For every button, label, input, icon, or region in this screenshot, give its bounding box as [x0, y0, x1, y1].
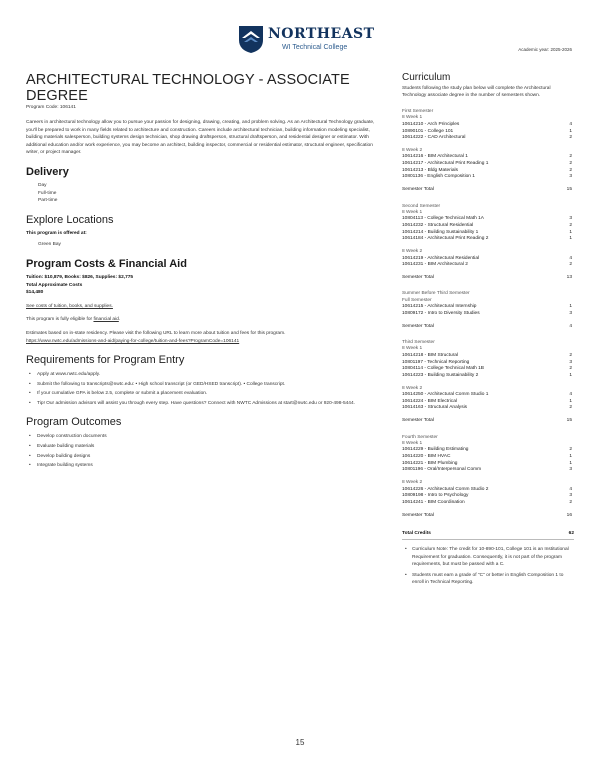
semester-total-row — [402, 418, 574, 424]
program-code: Program Code: 106141 — [26, 105, 76, 110]
course-row — [402, 174, 574, 181]
course-name: 10614223 - Building Sustainability 2 — [402, 372, 479, 378]
logo-subtitle: WI Technical College — [282, 44, 348, 51]
program-details-column — [26, 70, 386, 472]
locations-offered-label: This program is offered at: — [26, 230, 87, 236]
course-name: 10614219 - Architectural Residential — [402, 255, 480, 261]
course-name: 10614241 - BIM Coordination — [402, 500, 465, 505]
course-row — [402, 236, 574, 243]
course-name: 10614231 - BIM Architectural 2 — [402, 262, 468, 268]
page-number: 15 — [295, 738, 305, 747]
course-name: 10614222 - CAD Architectural — [402, 135, 466, 141]
course-name: 10614229 - Building Estimating — [402, 447, 469, 453]
course-name: 10809198 - Intro to Psychology — [402, 493, 469, 499]
course-name: 10614221 - BIM Plumbing — [402, 460, 458, 466]
week-label: 8 Week 1 — [402, 115, 423, 121]
requirement-item: • Apply at www.nwtc.edu/apply. — [26, 371, 386, 379]
course-credits: 3 — [569, 359, 572, 365]
semester-total-value: 15 — [566, 418, 572, 424]
course-credits: 4 — [569, 121, 572, 127]
course-credits: 4 — [569, 255, 572, 261]
semester-block — [402, 109, 574, 194]
course-credits: 1 — [569, 128, 572, 134]
course-row — [402, 122, 574, 129]
semester-block — [402, 291, 574, 330]
delivery-item: Full-time — [38, 190, 57, 196]
week-label: 8 Week 1 — [402, 346, 423, 352]
course-credits: 2 — [569, 154, 572, 160]
semester-block — [402, 204, 574, 282]
course-credits: 1 — [569, 454, 572, 460]
requirement-item: • If your cumulative GPA is below 2.5, complete or submit a placement evaluation. — [26, 390, 386, 398]
total-credits-row — [402, 531, 574, 540]
course-credits: 2 — [569, 262, 572, 268]
week-label: 8 Week 1 — [402, 440, 423, 446]
course-credits: 3 — [569, 467, 572, 473]
course-credits: 2 — [569, 405, 572, 411]
total-costs-value: $14,480 — [26, 290, 44, 296]
estimates-note: Estimates based on in-state residency. Please visit the following URL to learn more about tuition and fees for this program. — [26, 330, 286, 336]
course-credits: 4 — [569, 486, 572, 492]
total-costs-label: Total Approximate Costs — [26, 282, 83, 288]
requirement-item: • Submit the following to transcripts@nwtc.edu: • High school transcript (or GED/HSED transcript). • College transcript. — [26, 381, 386, 389]
course-credits: 3 — [569, 310, 572, 316]
outcomes-list — [26, 433, 386, 469]
course-name: 10614213 - Bldg Materials — [402, 167, 458, 173]
course-credits: 2 — [569, 161, 572, 167]
semester-name: Fourth Semester — [402, 434, 438, 440]
semester-block — [402, 340, 574, 425]
financial-aid-line: This program is fully eligible for financial aid. — [26, 317, 121, 323]
semester-total-value: 13 — [566, 274, 572, 280]
semester-total-row — [402, 324, 574, 330]
college-logo — [238, 24, 375, 58]
course-credits: 2 — [569, 167, 572, 173]
outcomes-heading: Program Outcomes — [26, 416, 122, 429]
course-credits: 2 — [569, 366, 572, 372]
course-row — [402, 353, 574, 360]
academic-year: Academic year: 2025-2026 — [518, 47, 572, 52]
financial-aid-link[interactable]: financial aid — [93, 317, 119, 323]
semester-total-label: Semester Total — [402, 274, 434, 280]
outcome-item: • Evaluate building materials — [26, 443, 386, 451]
course-credits: 2 — [569, 223, 572, 229]
course-credits: 3 — [569, 493, 572, 499]
course-credits: 4 — [569, 392, 572, 398]
location-item: Green Bay — [38, 242, 61, 248]
semester-total-row — [402, 275, 574, 281]
course-name: 10804114 - College Technical Math 1B — [402, 366, 484, 372]
semester-total-row — [402, 513, 574, 519]
course-credits: 1 — [569, 236, 572, 242]
course-name: 10801197 - Technical Reporting — [402, 359, 470, 365]
curriculum-intro: Students following the study plan below will complete the Architectural Technology associate degree in the number of semesters shown. — [402, 86, 551, 98]
semester-total-label: Semester Total — [402, 187, 434, 193]
tuition-line: Tuition: $10,879, Books: $826, Supplies: $2,775 — [26, 274, 134, 280]
semester-total-label: Semester Total — [402, 418, 434, 424]
week-label: 8 Week 2 — [402, 147, 423, 153]
outcome-item: • Develop building designs — [26, 453, 386, 461]
requirement-item: • Tip! Our admission advisors will assist you through every step. Have questions? Connect with NWTC Admissions at start@nwtc.edu or 920-498-5444. — [26, 400, 386, 408]
total-credits-label: Total Credits — [402, 531, 431, 537]
course-row — [402, 161, 574, 168]
course-row — [402, 493, 574, 500]
curriculum-heading: Curriculum — [402, 72, 451, 83]
course-name: 10614216 - BIM Architectural 1 — [402, 154, 468, 160]
course-credits: 2 — [569, 352, 572, 358]
delivery-heading: Delivery — [26, 165, 69, 178]
week-label: 8 Week 1 — [402, 209, 423, 215]
course-name: 10804113 - College Technical Math 1A — [402, 216, 484, 222]
outcome-item: • Integrate building systems — [26, 462, 386, 470]
semester-total-label: Semester Total — [402, 512, 434, 518]
course-row — [402, 223, 574, 230]
program-title: ARCHITECTURAL TECHNOLOGY - ASSOCIATE DEGREE — [26, 72, 350, 104]
course-row — [402, 366, 574, 373]
locations-heading: Explore Locations — [26, 213, 114, 226]
course-credits: 2 — [569, 447, 572, 453]
semester-total-value: 4 — [569, 323, 572, 329]
course-name: 10614217 - Architectural Print Reading 1 — [402, 161, 489, 167]
course-credits: 1 — [569, 460, 572, 466]
course-row — [402, 135, 574, 142]
week-label: 8 Week 2 — [402, 480, 423, 486]
course-row — [402, 500, 574, 507]
week-label: 8 Week 2 — [402, 249, 423, 255]
delivery-item: Day — [38, 182, 47, 188]
course-credits: 3 — [569, 216, 572, 222]
page-header — [0, 0, 600, 70]
shield-logo-icon — [238, 24, 264, 54]
course-name: 10614224 - BIM Electrical — [402, 398, 457, 404]
semester-name: Summer Before Third Semester — [402, 291, 470, 297]
course-name: 10614210 - Arch Principles — [402, 121, 460, 127]
costs-heading: Program Costs & Financial Aid — [26, 257, 187, 270]
outcome-item: • Develop construction documents — [26, 433, 386, 441]
course-name: 10890101 - College 101 — [402, 128, 454, 134]
course-row — [402, 467, 574, 474]
semester-name: Second Semester — [402, 203, 441, 209]
course-row — [402, 262, 574, 269]
course-name: 10614232 - Structural Residential — [402, 223, 474, 229]
course-credits: 1 — [569, 304, 572, 310]
week-label: Full Semester — [402, 297, 432, 303]
tuition-url-link[interactable]: https://www.nwtc.edu/admissions-and-aid/paying-for-college/tuition-and-fees?ProgramCode=106141 — [26, 338, 240, 344]
semester-name: Third Semester — [402, 340, 435, 346]
course-credits: 1 — [569, 372, 572, 378]
requirements-list — [26, 371, 386, 407]
curriculum-note: • Curriculum Note: The credit for 10-890-101, College 101 is an Institutional Requirement for graduation. Consequently, it is not part of the program requirements, but must be passed with a C. — [402, 546, 574, 569]
course-name: 10614215 - Architectural Internship — [402, 304, 477, 310]
course-row — [402, 304, 574, 311]
week-label: 8 Week 2 — [402, 385, 423, 391]
course-name: 10614218 - BIM Structural — [402, 352, 458, 358]
logo-title: NORTHEAST — [268, 26, 375, 42]
course-name: 10614220 - BIM HVAC — [402, 454, 451, 460]
semester-total-value: 16 — [566, 512, 572, 518]
course-name: 10614214 - Building Sustainability 1 — [402, 229, 479, 235]
course-row — [402, 311, 574, 318]
course-name: 10801136 - English Composition 1 — [402, 174, 475, 180]
curriculum-column — [402, 70, 574, 590]
course-credits: 2 — [569, 135, 572, 141]
course-name: 10801196 - Oral/Interpersonal Comm — [402, 467, 482, 473]
course-row — [402, 405, 574, 412]
curriculum-note: • Students must earn a grade of "C" or better in English Composition 1 to enroll in Technical Reporting. — [402, 572, 574, 587]
semester-block — [402, 435, 574, 520]
total-credits-value: 62 — [568, 531, 574, 537]
requirements-heading: Requirements for Program Entry — [26, 354, 185, 367]
course-name: 10614184 - Architectural Print Reading 2 — [402, 236, 489, 242]
course-row — [402, 392, 574, 399]
semester-name: First Semester — [402, 109, 434, 114]
course-name: 10614226 - Architectural Comm Studio 2 — [402, 486, 489, 492]
course-credits: 1 — [569, 229, 572, 235]
semester-total-value: 15 — [566, 187, 572, 193]
semester-total-label: Semester Total — [402, 323, 434, 329]
course-row — [402, 373, 574, 380]
course-name: 10614163 - Structural Analysis — [402, 405, 468, 411]
program-description: Careers in architectural technology allow you to pursue your passion for designing, drawing, creating, and problem solving. As an Architectural Technology graduate, you'll be prepared to work in many fields related to architecture and construction. Careers include architectural technician, building information modeling specialist, building materials salesperson, building systems design technician, shop drawing draftsperson, structural draftsperson, and residential designer or estimator. With additional education and/or work experience, you may become an architect, building inspector, commercial or residential estimator, structural engineer, specification writer, or project manager. — [26, 120, 375, 156]
course-credits: 1 — [569, 398, 572, 404]
curriculum-notes — [402, 546, 574, 587]
course-name: 10614250 - Architectural Comm Studio 1 — [402, 392, 489, 398]
see-costs-link[interactable]: See costs of tuition, books, and supplies. — [26, 303, 113, 309]
delivery-list — [26, 182, 386, 205]
course-credits: 2 — [569, 500, 572, 505]
course-row — [402, 454, 574, 461]
course-credits: 3 — [569, 174, 572, 180]
semester-list — [402, 109, 574, 519]
semester-total-row — [402, 187, 574, 193]
delivery-item: Part-time — [38, 198, 58, 204]
course-name: 10809172 - Intro to Diversity Studies — [402, 310, 480, 316]
